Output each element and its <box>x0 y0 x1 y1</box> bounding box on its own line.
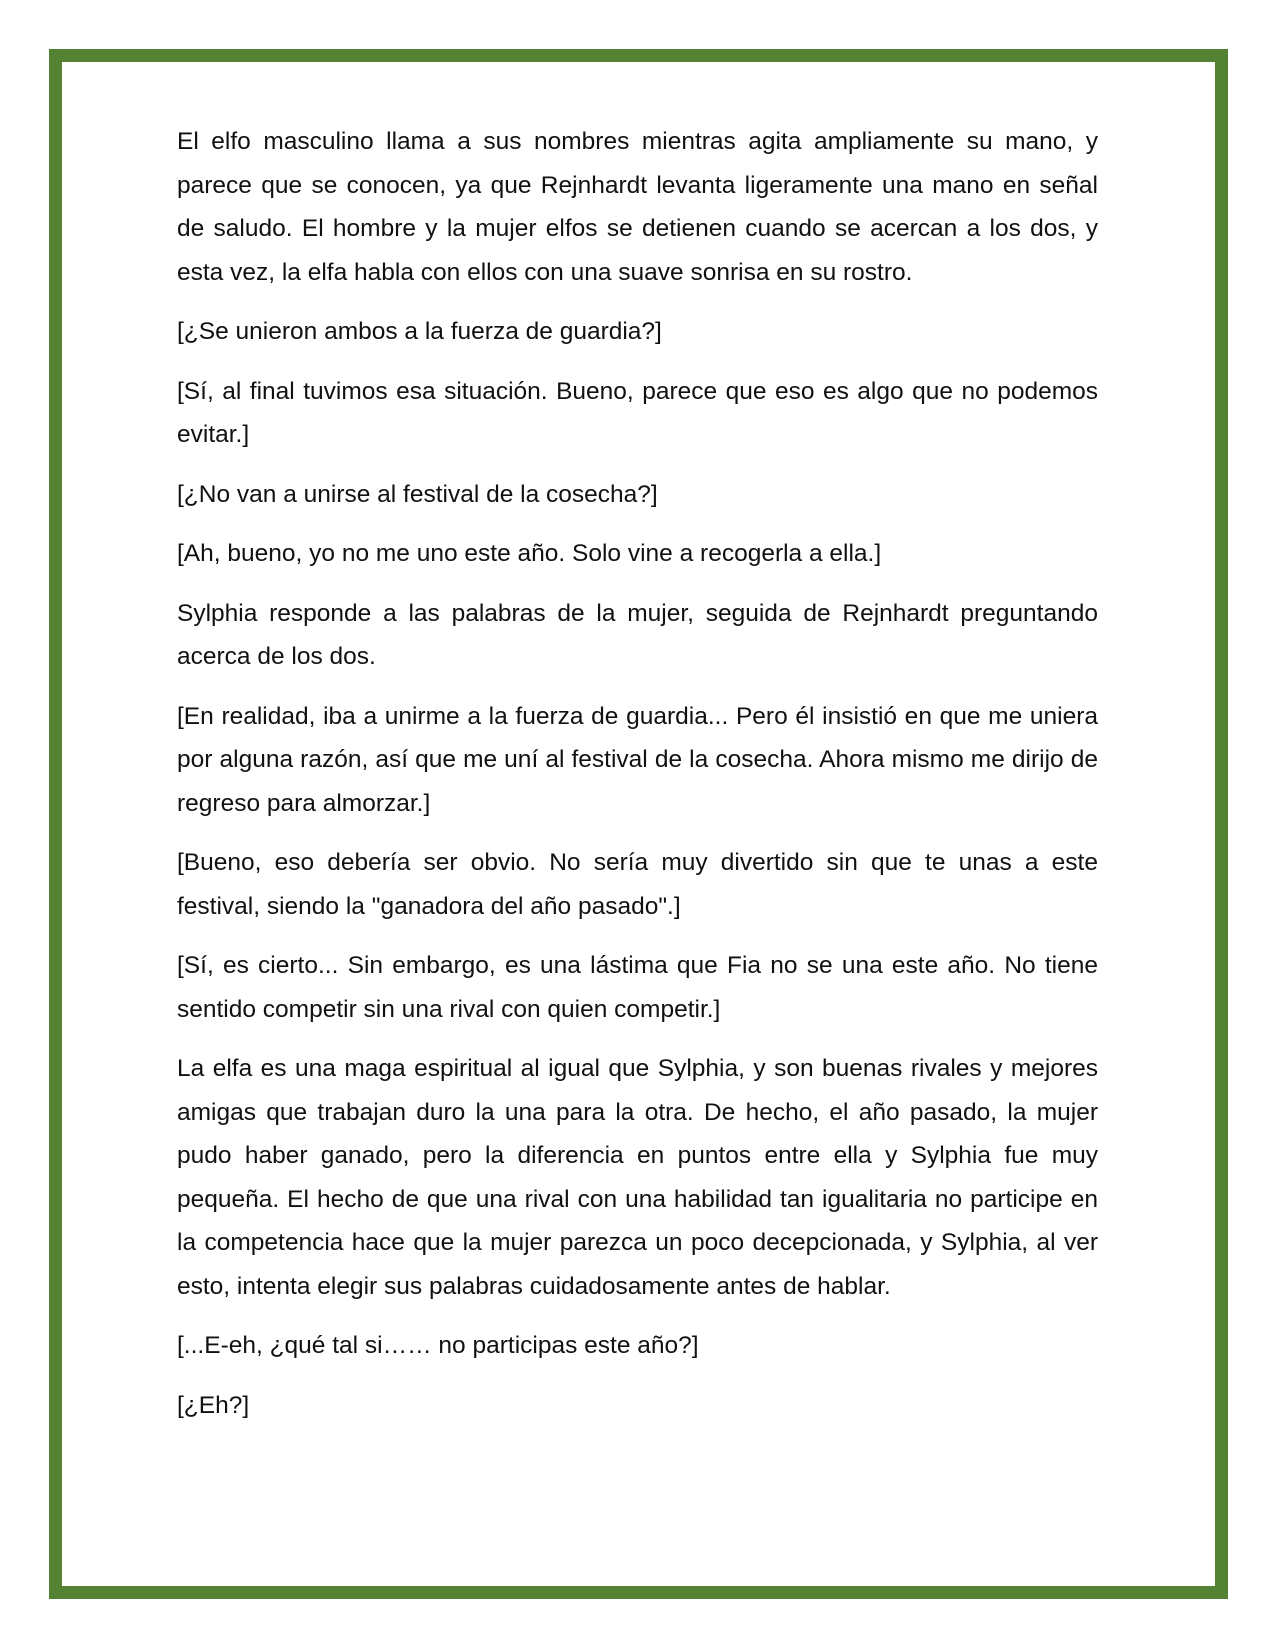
dialogue-line: [Ah, bueno, yo no me uno este año. Solo vine a recogerla a ella.] <box>177 540 882 567</box>
dialogue-line: [¿Eh?] <box>177 1391 250 1419</box>
dialogue-line: [Sí, al final tuvimos esa situación. Bueno, parece que eso es algo que no podemos evitar.] <box>177 377 1098 448</box>
dialogue-line: [¿No van a unirse al festival de la cosecha?] <box>177 480 658 508</box>
dialogue-line: [En realidad, iba a unirme a la fuerza de guardia... Pero él insistió en que me uniera por alguna razón, así que me uní al festival de la cosecha. Ahora mismo me dirijo de regreso para almorzar.] <box>177 702 1098 817</box>
dialogue-line: [Bueno, eso debería ser obvio. No sería muy divertido sin que te unas a este festival, siendo la "ganadora del año pasado".] <box>177 849 1098 920</box>
document-body <box>177 120 1098 1443</box>
dialogue-line: [...E-eh, ¿qué tal si…… no participas este año?] <box>177 1332 699 1359</box>
paragraph: Sylphia responde a las palabras de la mujer, seguida de Rejnhardt preguntando acerca de los dos. <box>177 599 1098 670</box>
dialogue-line: [¿Se unieron ambos a la fuerza de guardia?] <box>177 318 662 345</box>
dialogue-line: [Sí, es cierto... Sin embargo, es una lástima que Fia no se una este año. No tiene sentido competir sin una rival con quien competir.] <box>177 952 1098 1023</box>
paragraph: La elfa es una maga espiritual al igual que Sylphia, y son buenas rivales y mejores amigas que trabajan duro la una para la otra. De hecho, el año pasado, la mujer pudo haber ganado, pero la diferencia en puntos entre ella y Sylphia fue muy pequeña. El hecho de que una rival con una habilidad tan igualitaria no participe en la competencia hace que la mujer parezca un poco decepcionada, y Sylphia, al ver esto, intenta elegir sus palabras cuidadosamente antes de hablar. <box>177 1055 1098 1300</box>
paragraph: El elfo masculino llama a sus nombres mientras agita ampliamente su mano, y parece que se conocen, ya que Rejnhardt levanta ligeramente una mano en señal de saludo. El hombre y la mujer elfos se detienen cuando se acercan a los dos, y esta vez, la elfa habla con ellos con una suave sonrisa en su rostro. <box>177 128 1098 286</box>
